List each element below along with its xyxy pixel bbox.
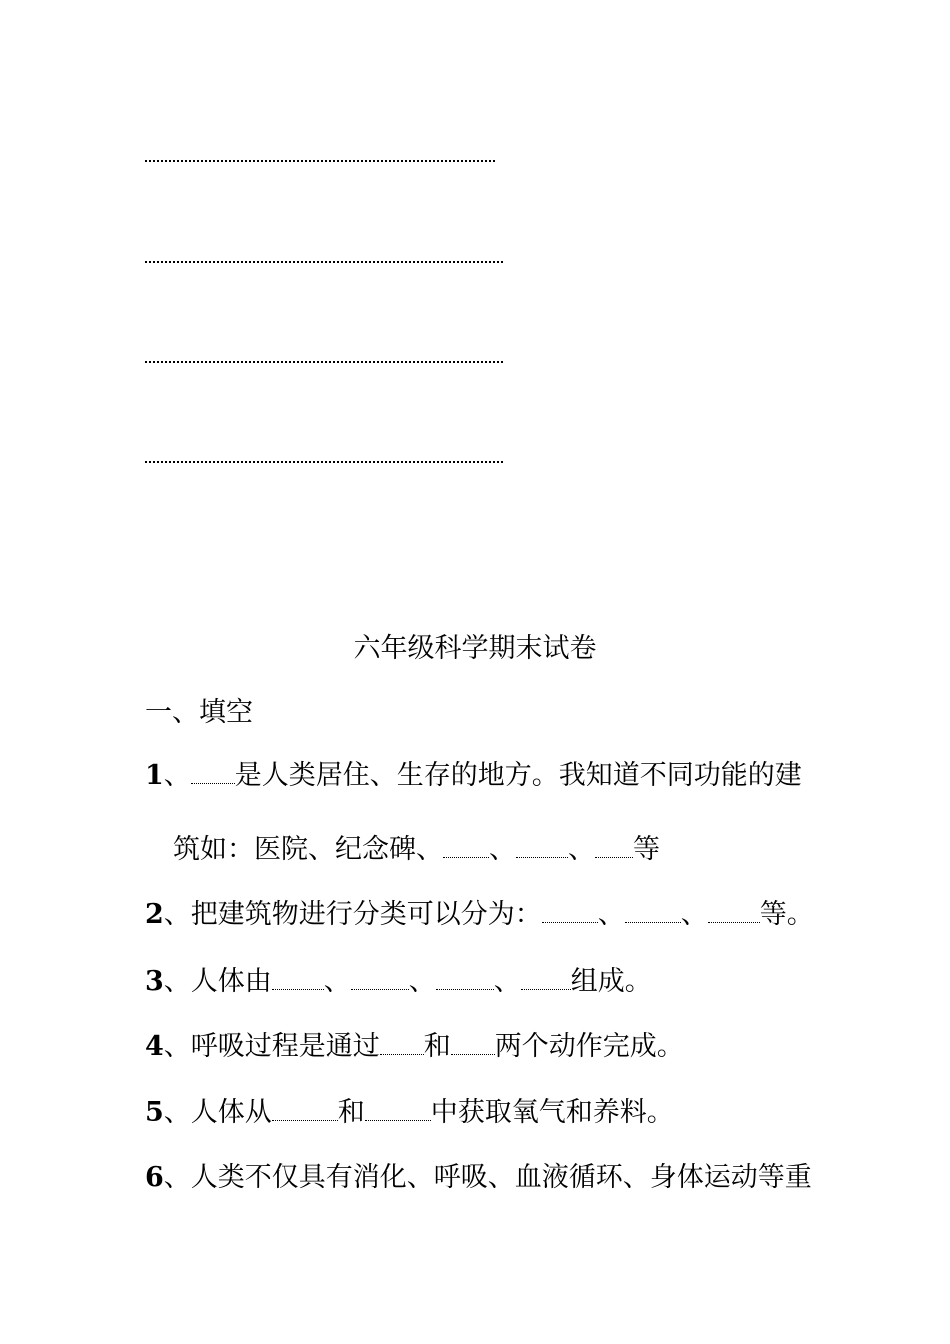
question-separator: 、 bbox=[163, 1162, 191, 1193]
question-text: 和 bbox=[337, 1097, 365, 1128]
question-text: 、 bbox=[489, 834, 516, 865]
question-1-continuation bbox=[173, 830, 660, 870]
question-separator: 、 bbox=[163, 966, 191, 997]
question-separator: 、 bbox=[163, 1097, 191, 1128]
question-text: 、 bbox=[493, 966, 521, 997]
answer-dotted-line-1 bbox=[145, 160, 495, 162]
question-text: 、 bbox=[408, 966, 436, 997]
question-text: 人类不仅具有消化、呼吸、血液循环、身体运动等重 bbox=[190, 1162, 812, 1193]
question-number: 3 bbox=[145, 966, 164, 997]
answer-dotted-line-2 bbox=[145, 261, 503, 263]
question-separator: 、 bbox=[163, 899, 191, 930]
answer-dotted-line-3 bbox=[145, 361, 503, 363]
question-text: 中获取氧气和养料。 bbox=[430, 1097, 674, 1128]
fill-blank[interactable] bbox=[542, 896, 598, 923]
question-separator: 、 bbox=[163, 1031, 191, 1062]
question-text: 和 bbox=[423, 1031, 451, 1062]
question-text: 人体从 bbox=[190, 1097, 272, 1128]
question-separator: 、 bbox=[163, 760, 191, 791]
question-number: 2 bbox=[145, 899, 164, 930]
page-title: 六年级科学期末试卷 bbox=[353, 633, 597, 664]
question-text: 人体由 bbox=[190, 966, 272, 997]
question-text: 等。 bbox=[759, 899, 814, 930]
fill-blank[interactable] bbox=[436, 963, 494, 990]
fill-blank[interactable] bbox=[451, 1028, 495, 1055]
question-text: 、 bbox=[597, 899, 625, 930]
fill-blank[interactable] bbox=[521, 963, 571, 990]
question-text: 呼吸过程是通过 bbox=[190, 1031, 380, 1062]
question-text: 组成。 bbox=[570, 966, 652, 997]
question-number: 5 bbox=[145, 1097, 164, 1128]
question-4 bbox=[145, 1027, 684, 1067]
fill-blank[interactable] bbox=[351, 963, 409, 990]
fill-blank[interactable] bbox=[365, 1094, 431, 1121]
question-text: 等 bbox=[633, 834, 660, 865]
question-2 bbox=[145, 895, 814, 935]
fill-blank[interactable] bbox=[272, 963, 324, 990]
question-text: 、 bbox=[680, 899, 708, 930]
question-text: 把建筑物进行分类可以分为： bbox=[190, 899, 542, 930]
question-number: 4 bbox=[145, 1031, 164, 1062]
question-text: 筑如：医院、纪念碑、 bbox=[173, 834, 443, 865]
question-5 bbox=[145, 1093, 674, 1133]
question-1 bbox=[145, 756, 802, 796]
fill-blank[interactable] bbox=[625, 896, 681, 923]
section-heading bbox=[145, 693, 253, 733]
fill-blank[interactable] bbox=[380, 1028, 424, 1055]
question-number: 6 bbox=[145, 1162, 164, 1193]
fill-blank[interactable] bbox=[191, 757, 235, 784]
question-text: 是人类居住、生存的地方。我知道不同功能的建 bbox=[234, 760, 802, 791]
question-6 bbox=[145, 1158, 812, 1198]
question-text: 两个动作完成。 bbox=[494, 1031, 684, 1062]
question-text: 、 bbox=[323, 966, 351, 997]
fill-blank[interactable] bbox=[708, 896, 760, 923]
question-3 bbox=[145, 962, 652, 1002]
fill-blank[interactable] bbox=[516, 831, 568, 858]
fill-blank[interactable] bbox=[595, 831, 633, 858]
question-number: 1 bbox=[145, 760, 164, 791]
question-text: 、 bbox=[568, 834, 595, 865]
fill-blank[interactable] bbox=[443, 831, 489, 858]
fill-blank[interactable] bbox=[272, 1094, 338, 1121]
answer-dotted-line-4 bbox=[145, 461, 503, 463]
section-heading-text: 一、填空 bbox=[145, 697, 253, 728]
